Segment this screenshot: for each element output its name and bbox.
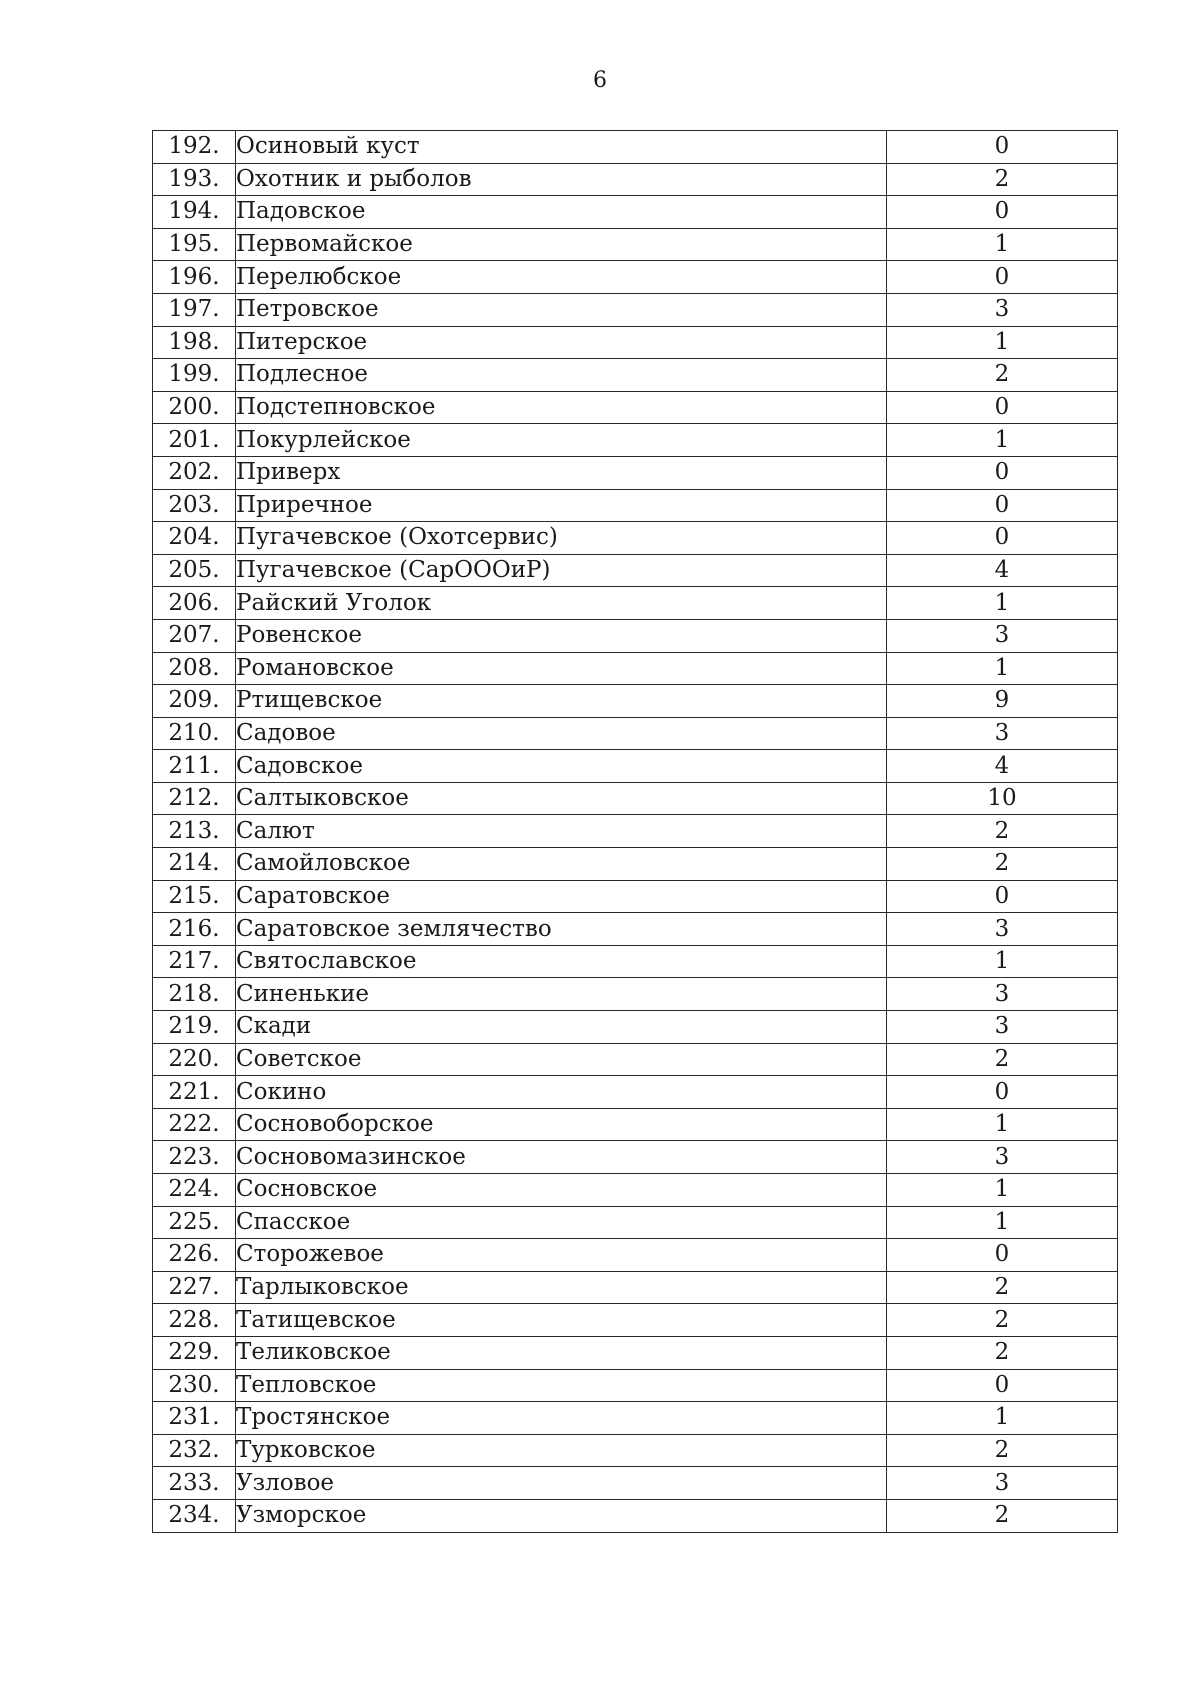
hunting-ground-name-cell: Сторожевое <box>236 1239 887 1272</box>
row-number-cell: 199. <box>153 359 236 392</box>
hunting-ground-name-cell: Первомайское <box>236 228 887 261</box>
table-row <box>153 880 1118 913</box>
count-cell: 0 <box>887 391 1118 424</box>
table-row <box>153 522 1118 555</box>
table-row <box>153 1076 1118 1109</box>
count-cell: 1 <box>887 945 1118 978</box>
table-row <box>153 717 1118 750</box>
count-cell: 1 <box>887 1174 1118 1207</box>
row-number-cell: 215. <box>153 880 236 913</box>
count-cell: 3 <box>887 1467 1118 1500</box>
row-number-cell: 195. <box>153 228 236 261</box>
count-cell: 0 <box>887 261 1118 294</box>
hunting-ground-name-cell: Советское <box>236 1043 887 1076</box>
table-row <box>153 619 1118 652</box>
table-row <box>153 228 1118 261</box>
table-row <box>153 945 1118 978</box>
hunting-ground-name-cell: Теликовское <box>236 1336 887 1369</box>
count-cell: 2 <box>887 1271 1118 1304</box>
hunting-ground-name-cell: Турковское <box>236 1434 887 1467</box>
hunting-ground-name-cell: Осиновый куст <box>236 131 887 164</box>
hunting-ground-name-cell: Саратовское <box>236 880 887 913</box>
hunting-ground-name-cell: Салют <box>236 815 887 848</box>
count-cell: 0 <box>887 196 1118 229</box>
row-number-cell: 233. <box>153 1467 236 1500</box>
row-number-cell: 205. <box>153 554 236 587</box>
table-row <box>153 391 1118 424</box>
count-cell: 1 <box>887 326 1118 359</box>
count-cell: 0 <box>887 489 1118 522</box>
count-cell: 2 <box>887 815 1118 848</box>
row-number-cell: 232. <box>153 1434 236 1467</box>
count-cell: 10 <box>887 782 1118 815</box>
count-cell: 3 <box>887 978 1118 1011</box>
count-cell: 1 <box>887 1402 1118 1435</box>
row-number-cell: 229. <box>153 1336 236 1369</box>
table-row <box>153 782 1118 815</box>
table-row <box>153 1499 1118 1532</box>
table-row <box>153 652 1118 685</box>
table-row <box>153 359 1118 392</box>
row-number-cell: 218. <box>153 978 236 1011</box>
count-cell: 2 <box>887 848 1118 881</box>
table-row <box>153 1336 1118 1369</box>
table-row <box>153 326 1118 359</box>
row-number-cell: 222. <box>153 1108 236 1141</box>
count-cell: 4 <box>887 750 1118 783</box>
count-cell: 4 <box>887 554 1118 587</box>
row-number-cell: 204. <box>153 522 236 555</box>
count-cell: 0 <box>887 131 1118 164</box>
hunting-ground-name-cell: Ртищевское <box>236 685 887 718</box>
count-cell: 2 <box>887 359 1118 392</box>
row-number-cell: 212. <box>153 782 236 815</box>
hunting-ground-name-cell: Перелюбское <box>236 261 887 294</box>
hunting-ground-name-cell: Охотник и рыболов <box>236 163 887 196</box>
table-row <box>153 1141 1118 1174</box>
count-cell: 0 <box>887 1076 1118 1109</box>
count-cell: 2 <box>887 1434 1118 1467</box>
table-row <box>153 163 1118 196</box>
hunting-ground-name-cell: Пугачевское (СарОООиР) <box>236 554 887 587</box>
count-cell: 2 <box>887 1336 1118 1369</box>
hunting-ground-name-cell: Райский Уголок <box>236 587 887 620</box>
count-cell: 0 <box>887 1239 1118 1272</box>
hunting-ground-name-cell: Синенькие <box>236 978 887 1011</box>
count-cell: 2 <box>887 1043 1118 1076</box>
hunting-ground-name-cell: Сосновомазинское <box>236 1141 887 1174</box>
table-body <box>153 131 1118 1533</box>
table-row <box>153 1239 1118 1272</box>
row-number-cell: 196. <box>153 261 236 294</box>
table-row <box>153 1174 1118 1207</box>
hunting-ground-name-cell: Покурлейское <box>236 424 887 457</box>
count-cell: 1 <box>887 228 1118 261</box>
count-cell: 3 <box>887 1011 1118 1044</box>
hunting-ground-name-cell: Садовское <box>236 750 887 783</box>
count-cell: 0 <box>887 1369 1118 1402</box>
row-number-cell: 210. <box>153 717 236 750</box>
hunting-ground-name-cell: Святославское <box>236 945 887 978</box>
table-row <box>153 1434 1118 1467</box>
row-number-cell: 197. <box>153 293 236 326</box>
count-cell: 0 <box>887 522 1118 555</box>
table-row <box>153 489 1118 522</box>
hunting-ground-name-cell: Романовское <box>236 652 887 685</box>
row-number-cell: 234. <box>153 1499 236 1532</box>
row-number-cell: 217. <box>153 945 236 978</box>
table-row <box>153 196 1118 229</box>
table-row <box>153 1271 1118 1304</box>
row-number-cell: 224. <box>153 1174 236 1207</box>
row-number-cell: 216. <box>153 913 236 946</box>
table-row <box>153 1369 1118 1402</box>
table-row <box>153 685 1118 718</box>
table-row <box>153 1402 1118 1435</box>
hunting-ground-name-cell: Приречное <box>236 489 887 522</box>
hunting-ground-name-cell: Питерское <box>236 326 887 359</box>
table-row <box>153 1043 1118 1076</box>
count-cell: 2 <box>887 163 1118 196</box>
row-number-cell: 225. <box>153 1206 236 1239</box>
hunting-grounds-table <box>152 130 1118 1533</box>
row-number-cell: 200. <box>153 391 236 424</box>
row-number-cell: 214. <box>153 848 236 881</box>
count-cell: 0 <box>887 880 1118 913</box>
count-cell: 1 <box>887 652 1118 685</box>
count-cell: 3 <box>887 293 1118 326</box>
hunting-ground-name-cell: Петровское <box>236 293 887 326</box>
table-row <box>153 978 1118 1011</box>
hunting-ground-name-cell: Садовое <box>236 717 887 750</box>
row-number-cell: 208. <box>153 652 236 685</box>
row-number-cell: 227. <box>153 1271 236 1304</box>
hunting-ground-name-cell: Падовское <box>236 196 887 229</box>
hunting-ground-name-cell: Сокино <box>236 1076 887 1109</box>
row-number-cell: 231. <box>153 1402 236 1435</box>
page-number: 6 <box>593 68 607 93</box>
hunting-ground-name-cell: Саратовское землячество <box>236 913 887 946</box>
row-number-cell: 203. <box>153 489 236 522</box>
row-number-cell: 213. <box>153 815 236 848</box>
hunting-ground-name-cell: Татищевское <box>236 1304 887 1337</box>
hunting-ground-name-cell: Узморское <box>236 1499 887 1532</box>
row-number-cell: 223. <box>153 1141 236 1174</box>
count-cell: 3 <box>887 619 1118 652</box>
table-row <box>153 456 1118 489</box>
table-row <box>153 1467 1118 1500</box>
count-cell: 1 <box>887 1108 1118 1141</box>
table-row <box>153 1206 1118 1239</box>
hunting-ground-name-cell: Узловое <box>236 1467 887 1500</box>
row-number-cell: 220. <box>153 1043 236 1076</box>
row-number-cell: 219. <box>153 1011 236 1044</box>
hunting-ground-name-cell: Тростянское <box>236 1402 887 1435</box>
row-number-cell: 193. <box>153 163 236 196</box>
hunting-ground-name-cell: Приверх <box>236 456 887 489</box>
hunting-ground-name-cell: Ровенское <box>236 619 887 652</box>
table-row <box>153 1011 1118 1044</box>
row-number-cell: 209. <box>153 685 236 718</box>
table-row <box>153 131 1118 164</box>
table-row <box>153 587 1118 620</box>
count-cell: 1 <box>887 1206 1118 1239</box>
row-number-cell: 228. <box>153 1304 236 1337</box>
row-number-cell: 221. <box>153 1076 236 1109</box>
hunting-ground-name-cell: Скади <box>236 1011 887 1044</box>
table-row <box>153 750 1118 783</box>
table-row <box>153 848 1118 881</box>
row-number-cell: 198. <box>153 326 236 359</box>
count-cell: 1 <box>887 587 1118 620</box>
table-row <box>153 424 1118 457</box>
count-cell: 3 <box>887 913 1118 946</box>
hunting-ground-name-cell: Спасское <box>236 1206 887 1239</box>
hunting-ground-name-cell: Тарлыковское <box>236 1271 887 1304</box>
row-number-cell: 192. <box>153 131 236 164</box>
row-number-cell: 206. <box>153 587 236 620</box>
row-number-cell: 211. <box>153 750 236 783</box>
hunting-ground-name-cell: Сосновоборское <box>236 1108 887 1141</box>
row-number-cell: 207. <box>153 619 236 652</box>
hunting-ground-name-cell: Подлесное <box>236 359 887 392</box>
count-cell: 0 <box>887 456 1118 489</box>
count-cell: 2 <box>887 1304 1118 1337</box>
row-number-cell: 194. <box>153 196 236 229</box>
table-row <box>153 1108 1118 1141</box>
row-number-cell: 230. <box>153 1369 236 1402</box>
table-row <box>153 815 1118 848</box>
hunting-ground-name-cell: Подстепновское <box>236 391 887 424</box>
hunting-ground-name-cell: Пугачевское (Охотсервис) <box>236 522 887 555</box>
count-cell: 9 <box>887 685 1118 718</box>
table-row <box>153 261 1118 294</box>
table-row <box>153 554 1118 587</box>
table-row <box>153 293 1118 326</box>
count-cell: 2 <box>887 1499 1118 1532</box>
hunting-ground-name-cell: Сосновское <box>236 1174 887 1207</box>
count-cell: 1 <box>887 424 1118 457</box>
hunting-ground-name-cell: Тепловское <box>236 1369 887 1402</box>
table-row <box>153 1304 1118 1337</box>
table-row <box>153 913 1118 946</box>
count-cell: 3 <box>887 717 1118 750</box>
row-number-cell: 226. <box>153 1239 236 1272</box>
row-number-cell: 201. <box>153 424 236 457</box>
count-cell: 3 <box>887 1141 1118 1174</box>
hunting-ground-name-cell: Салтыковское <box>236 782 887 815</box>
row-number-cell: 202. <box>153 456 236 489</box>
hunting-ground-name-cell: Самойловское <box>236 848 887 881</box>
